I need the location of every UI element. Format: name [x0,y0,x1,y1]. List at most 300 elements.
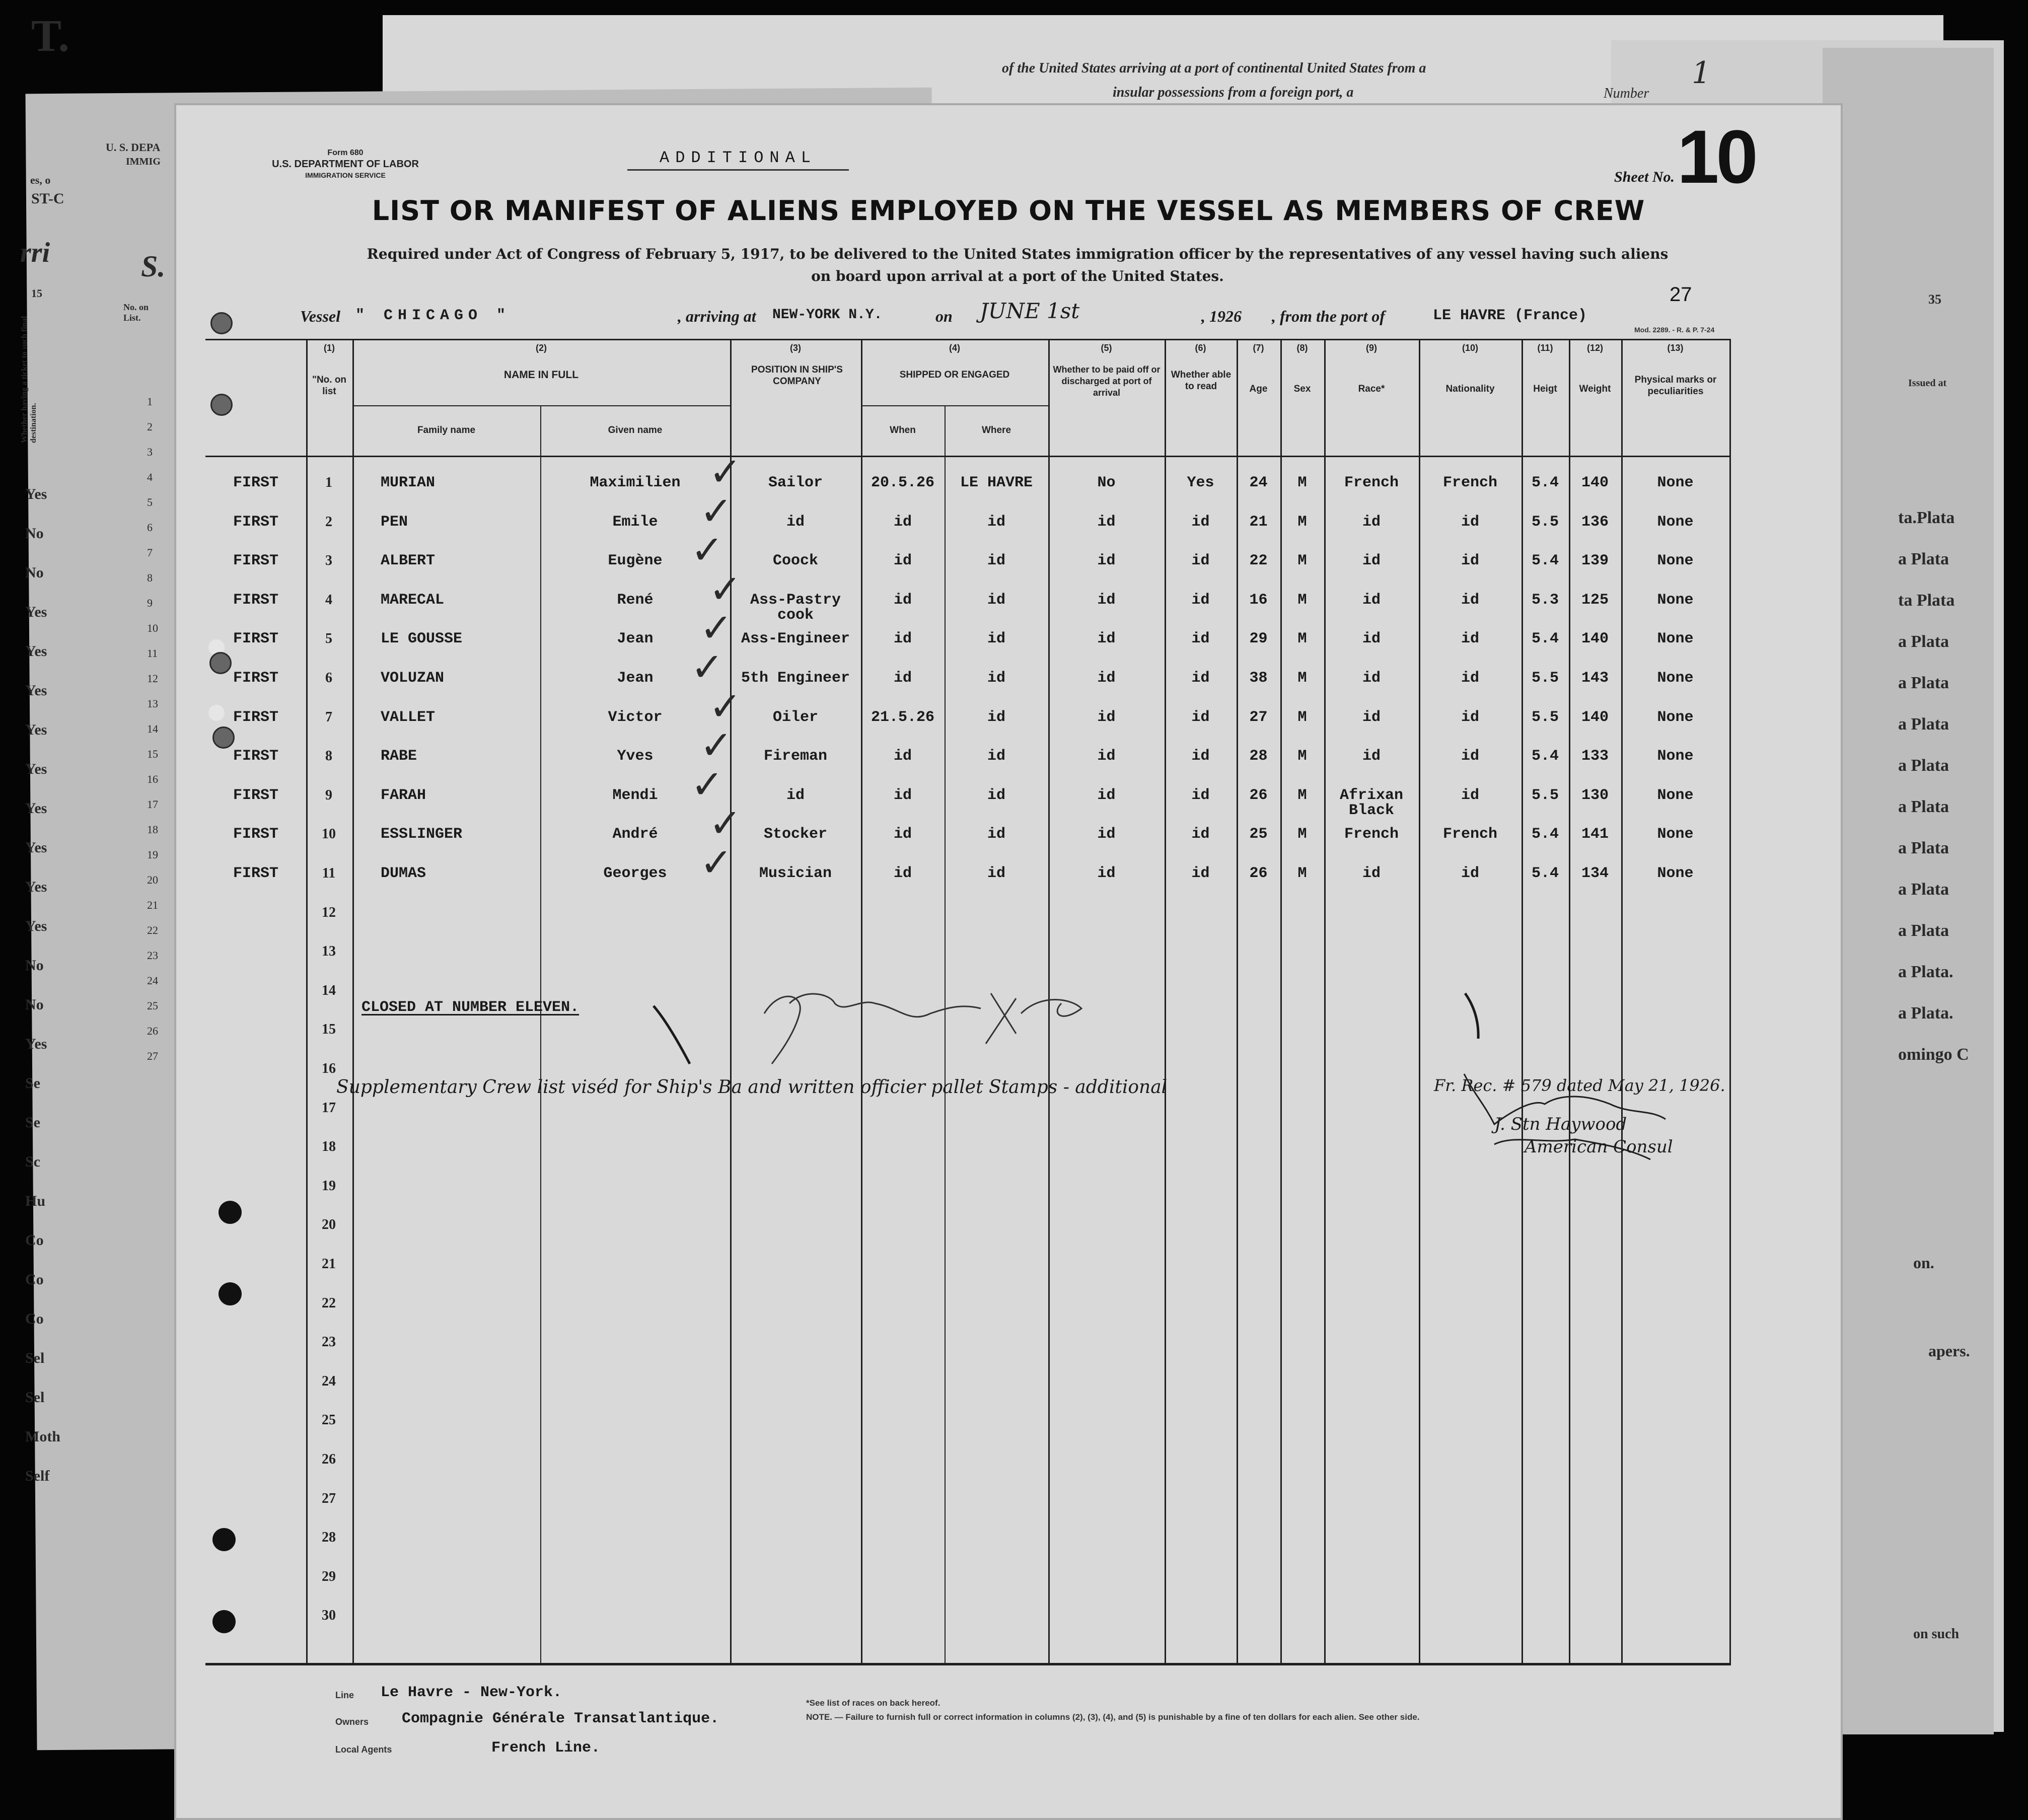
legal-requirement-line-2: on board upon arrival at a port of the United States. [811,268,1224,284]
page-title: LIST OR MANIFEST OF ALIENS EMPLOYED ON THE VESSEL AS MEMBERS OF CREW [372,195,1645,227]
row-weight: 133 [1581,748,1609,765]
row-family-name: ESSLINGER [381,826,463,843]
right-sheet-fragment: apers. [1928,1342,1970,1360]
row-race: French [1344,826,1399,843]
row-age: 24 [1249,474,1268,491]
row-number: 21 [322,1256,336,1272]
col-num-2: (2) [536,343,547,353]
row-number: 17 [322,1100,336,1116]
row-number: 20 [322,1217,336,1233]
row-shipped-when: id [893,670,912,687]
row-height: 5.4 [1531,826,1559,843]
row-shipped-when: id [893,786,912,804]
row-weight: 130 [1581,786,1609,804]
row-shipped-where: id [987,591,1005,609]
left-sheet-edge-word: Yes [25,800,47,817]
left-sheet-edge-word: No [25,996,44,1013]
row-nationality: id [1461,630,1479,648]
row-paid-off: id [1097,748,1116,765]
left-sheet-edge-word: Yes [25,918,47,934]
row-age: 38 [1249,670,1268,687]
form-header-block [270,148,421,181]
left-sheet-row-number: 19 [147,848,158,861]
left-sheet-edge-word: No [25,564,44,581]
sheet-number: 10 [1677,114,1755,199]
header-physical-marks: Physical marks or peculiarities [1634,375,1717,397]
row-age: 26 [1249,786,1268,804]
row-paid-off: id [1097,865,1116,882]
row-physical-marks: None [1657,591,1694,609]
row-nationality: id [1461,748,1479,765]
row-race: id [1362,591,1381,609]
left-sheet-row-number: 11 [147,647,158,660]
row-physical-marks: None [1657,552,1694,570]
row-race: id [1362,708,1381,726]
row-age: 25 [1249,826,1268,843]
row-shipped-where: id [987,826,1005,843]
row-height: 5.5 [1531,708,1559,726]
row-position: Stocker [763,826,828,843]
row-shipped-when: id [893,513,912,531]
row-physical-marks: None [1657,748,1694,765]
row-given-name: Victor [608,708,663,726]
row-number: 28 [322,1530,336,1546]
row-paid-off: id [1097,708,1116,726]
row-position: Sailor [768,474,823,491]
row-weight: 140 [1581,630,1609,648]
row-shipped-where: LE HAVRE [960,474,1033,491]
row-able-to-read: id [1191,552,1210,570]
row-able-to-read: id [1191,591,1210,609]
row-sex: M [1297,708,1307,726]
row-sex: M [1297,748,1307,765]
row-shipped-where: id [987,748,1005,765]
row-position: Ass-Pastry [750,591,841,609]
row-sex: M [1297,670,1307,687]
row-paid-off: id [1097,786,1116,804]
additional-stamp: ADDITIONAL [627,149,849,171]
left-sheet-fragment: ST-C [31,190,64,207]
right-sheet-fragment: a Plata [1898,880,1949,899]
arriving-label: , arriving at [678,307,756,325]
department-name: U.S. DEPARTMENT OF LABOR [272,159,419,170]
col-num-5: (5) [1101,343,1112,353]
right-sheet-fragment: a Plata [1898,550,1949,568]
row-nationality: id [1461,670,1479,687]
left-sheet-row-number: 23 [147,949,158,962]
row-number: 14 [322,982,336,998]
row-race-continued: Black [1348,802,1394,819]
row-number: 15 [322,1022,336,1038]
row-weight: 143 [1581,670,1609,687]
header-position: POSITION IN SHIP'S COMPANY [751,365,843,387]
row-number: 4 [325,592,332,608]
owners-value: Compagnie Générale Transatlantique. [402,1710,719,1727]
row-height: 5.4 [1531,474,1559,491]
header-no-on-list: "No. on list [312,375,347,397]
row-able-to-read: id [1191,786,1210,804]
row-position: Fireman [763,748,828,765]
row-height: 5.3 [1531,591,1559,609]
row-number: 16 [322,1061,336,1076]
punch-hole [208,705,225,721]
row-shipped-where: id [987,865,1005,882]
left-sheet-edge-word: Co [25,1232,44,1249]
row-race: Afrixan [1339,786,1404,804]
row-paid-off: id [1097,513,1116,531]
row-family-name: PEN [381,513,408,531]
row-able-to-read: id [1191,748,1210,765]
consul-title: American Consul [1525,1137,1673,1157]
header-paid-off: Whether to be paid off or discharged at port of arrival [1053,365,1161,398]
row-race: French [1344,474,1399,491]
row-position-continued: cook [777,606,814,624]
punch-hole [212,1528,236,1551]
row-family-name: LE GOUSSE [381,630,463,648]
sheet-no-label: Sheet No. [1614,169,1675,185]
row-physical-marks: None [1657,630,1694,648]
row-number: 12 [322,904,336,920]
row-physical-marks: None [1657,708,1694,726]
from-label: , from the port of [1272,307,1385,325]
line-label: Line [335,1690,354,1700]
row-physical-marks: None [1657,474,1694,491]
vessel-label: Vessel [300,307,340,325]
supplementary-note: Supplementary Crew list viséd for Ship's Ba and written officier pallet Stamps - additional [336,1077,1168,1098]
row-race: id [1362,513,1381,531]
check-mark: ✓ [709,450,742,495]
row-able-to-read: id [1191,826,1210,843]
row-weight: 134 [1581,865,1609,882]
row-shipped-when: id [893,748,912,765]
left-sheet-row-number: 26 [147,1025,158,1037]
row-age: 21 [1249,513,1268,531]
service-name: IMMIGRATION SERVICE [305,171,386,179]
left-sheet-edge-word: Sel [25,1389,45,1406]
left-sheet-column-header: Whether having a ticket to such final destination. [20,316,38,443]
row-nationality: id [1461,552,1479,570]
row-crew-class: FIRST [233,708,278,726]
check-mark: ✓ [709,566,742,612]
row-race: id [1362,748,1381,765]
row-shipped-where: id [987,670,1005,687]
legal-requirement [300,243,1735,287]
row-given-name: Yves [617,748,654,765]
row-number: 6 [325,670,332,686]
row-physical-marks: None [1657,786,1694,804]
row-shipped-when: id [893,552,912,570]
row-weight: 139 [1581,552,1609,570]
left-sheet-row-number: 7 [147,546,153,559]
punch-hole [219,1282,242,1305]
row-nationality: id [1461,865,1479,882]
row-height: 5.4 [1531,630,1559,648]
header-shipped: SHIPPED OR ENGAGED [899,370,1010,380]
left-sheet-edge-word: No [25,525,44,542]
row-number: 7 [325,709,332,725]
row-height: 5.5 [1531,513,1559,531]
row-able-to-read: id [1191,513,1210,531]
left-sheet-row-number: 18 [147,823,158,836]
arriving-port: NEW-YORK N.Y. [772,307,883,323]
legal-requirement-line-1: Required under Act of Congress of February 5, 1917, to be delivered to the United States immigration officer by the representatives of any vessel having such aliens [367,246,1669,262]
row-able-to-read: id [1191,670,1210,687]
row-sex: M [1297,552,1307,570]
check-mark: ✓ [700,488,733,534]
arrival-date: JUNE 1st [980,299,1080,323]
row-race: id [1362,865,1381,882]
row-shipped-where: id [987,552,1005,570]
row-number: 9 [325,787,332,803]
header-when: When [890,425,916,435]
left-sheet-edge-word: Sc [25,1153,40,1170]
left-sheet-row-number: 16 [147,773,158,785]
row-number: 23 [322,1334,336,1350]
right-sheet-fragment: a Plata [1898,715,1949,734]
row-crew-class: FIRST [233,474,278,491]
row-family-name: FARAH [381,786,426,804]
left-sheet-fragment: rri [20,237,50,268]
penalty-note: NOTE. — Failure to furnish full or correct information in columns (2), (3), (4), and (5) is punishable by a fine of ten dollars for each alien. See other side. [806,1712,1420,1722]
right-sheet-fragment: a Plata. [1898,963,1953,981]
line-value: Le Havre - New-York. [381,1684,562,1701]
row-age: 28 [1249,748,1268,765]
row-paid-off: No [1097,474,1116,491]
row-age: 22 [1249,552,1268,570]
header-able-to-read: Whether able to read [1171,370,1232,392]
row-number: 11 [322,865,336,881]
row-age: 16 [1249,591,1268,609]
col-num-11: (11) [1537,343,1553,353]
punch-hole [212,1610,236,1633]
row-paid-off: id [1097,630,1116,648]
left-sheet-fragment: S. [141,250,166,283]
crew-table [205,339,1731,1678]
right-sheet-fragment: a Plata [1898,756,1949,775]
col-num-10: (10) [1462,343,1478,353]
row-crew-class: FIRST [233,786,278,804]
left-sheet-edge-word: Yes [25,682,47,699]
left-sheet-fragment: es, o [30,174,51,186]
row-nationality: French [1442,474,1498,491]
row-number: 3 [325,553,332,569]
row-given-name: André [612,826,658,843]
officer-initials-scribble [764,993,1081,1064]
left-sheet-row-number: 12 [147,672,158,685]
left-sheet-fragment: T. [31,11,69,61]
left-sheet-row-number: 13 [147,697,158,710]
row-shipped-where: id [987,513,1005,531]
check-mark: ✓ [691,762,724,808]
row-able-to-read: id [1191,865,1210,882]
row-paid-off: id [1097,552,1116,570]
right-sheet-fragment: 35 [1928,292,1941,307]
row-number: 18 [322,1139,336,1155]
row-shipped-when: id [893,591,912,609]
right-sheet-fragment: ta Plata [1898,591,1955,610]
row-able-to-read: id [1191,630,1210,648]
left-sheet-edge-word: Self [25,1468,50,1484]
punch-hole [209,652,232,674]
left-sheet-edge-word: Yes [25,486,47,502]
row-family-name: RABE [381,748,417,765]
left-sheet-row-number: 20 [147,873,158,886]
row-position: Ass-Engineer [741,630,850,648]
left-sheet-row-number: 24 [147,974,158,987]
row-race: id [1362,670,1381,687]
row-shipped-where: id [987,630,1005,648]
right-sheet-fragment: a Plata [1898,797,1949,816]
row-shipped-where: id [987,786,1005,804]
row-crew-class: FIRST [233,552,278,570]
left-sheet-row-number: 4 [147,471,153,483]
row-number: 26 [322,1451,336,1467]
row-given-name: Mendi [612,786,658,804]
left-sheet-edge-word: Yes [25,1036,47,1052]
row-number: 30 [322,1608,336,1624]
row-weight: 125 [1581,591,1609,609]
left-sheet-row-number: 2 [147,420,153,433]
check-mark: ✓ [700,840,733,886]
row-family-name: VOLUZAN [381,670,445,687]
row-number: 1 [325,475,332,490]
right-sheet-fragment: on such [1913,1626,1960,1642]
left-sheet-row-number: 1 [147,395,153,408]
row-sex: M [1297,591,1307,609]
punch-hole [212,726,235,749]
row-number: 8 [325,748,332,764]
header-family-name: Family name [417,425,476,435]
right-sheet-fragment: a Plata [1898,839,1949,857]
row-nationality: id [1461,591,1479,609]
right-sheet-fragment: a Plata [1898,674,1949,692]
row-sex: M [1297,786,1307,804]
left-sheet-row-number: 22 [147,924,158,936]
left-sheet-edge-word: Se [25,1114,40,1131]
row-number: 19 [322,1178,336,1194]
row-shipped-when: 20.5.26 [871,474,935,491]
mod-note: Mod. 2289. - R. & P. 7-24 [1634,326,1715,334]
right-sheet-fragment: omingo C [1898,1045,1969,1064]
row-paid-off: id [1097,591,1116,609]
left-sheet-edge-word: Yes [25,839,47,856]
row-number: 27 [322,1490,336,1506]
header-name-in-full: NAME IN FULL [503,369,579,381]
row-weight: 140 [1581,474,1609,491]
col-num-4: (4) [949,343,960,353]
handwriting-marks [205,339,1731,1663]
row-number: 22 [322,1295,336,1311]
row-shipped-where: id [987,708,1005,726]
row-given-name: Jean [617,630,654,648]
table-bottom-rule [205,1663,1731,1665]
back-sheet-line-1: of the United States arriving at a port of continental United States from a [1002,60,1426,76]
row-position: id [786,786,805,804]
right-sheet-fragment: Issued at [1908,378,1947,389]
punch-hole [210,394,233,416]
row-paid-off: id [1097,670,1116,687]
header-where: Where [981,425,1011,435]
left-sheet-edge-word: Sel [25,1350,45,1366]
row-given-name: Maximilien [590,474,681,491]
row-able-to-read: Yes [1187,474,1214,491]
check-mark: ✓ [691,528,724,573]
row-family-name: VALLET [381,708,436,726]
agents-label: Local Agents [335,1744,392,1755]
col-num-7: (7) [1253,343,1264,353]
row-number: 5 [325,631,332,647]
from-port: LE HAVRE (France) [1433,307,1587,324]
row-given-name: Eugène [608,552,663,570]
col-num-1: (1) [324,343,335,353]
left-sheet-row-number: 3 [147,446,153,458]
left-sheet-edge-word: Yes [25,604,47,620]
col-num-13: (13) [1667,343,1684,353]
row-sex: M [1297,630,1307,648]
left-sheet-row-number: 17 [147,798,158,811]
row-given-name: René [617,591,654,609]
left-sheet-edge-word: Se [25,1075,40,1091]
left-sheet-edge-word: Yes [25,643,47,660]
check-mark: ✓ [700,606,733,651]
row-shipped-when: id [893,630,912,648]
row-crew-class: FIRST [233,670,278,687]
left-sheet-row-number: 5 [147,496,153,508]
row-weight: 136 [1581,513,1609,531]
right-sheet-fragment: a Plata [1898,632,1949,651]
check-mark: ✓ [700,723,733,769]
row-family-name: ALBERT [381,552,436,570]
check-mark: ✓ [691,645,724,690]
left-sheet-edge-word: Yes [25,761,47,777]
row-physical-marks: None [1657,865,1694,882]
col-num-3: (3) [790,343,801,353]
row-shipped-when: 21.5.26 [871,708,935,726]
row-number: 10 [322,826,336,842]
row-family-name: MURIAN [381,474,436,491]
closing-stroke-1 [654,1006,690,1064]
left-sheet-row-number: 25 [147,999,158,1012]
col-num-6: (6) [1195,343,1206,353]
agents-value: French Line. [491,1739,601,1757]
header-sex: Sex [1293,384,1311,394]
row-given-name: Jean [617,670,654,687]
row-crew-class: FIRST [233,865,278,882]
row-family-name: DUMAS [381,865,426,882]
owners-label: Owners [335,1717,369,1727]
on-label: on [935,307,953,325]
row-number: 29 [322,1568,336,1584]
row-physical-marks: None [1657,826,1694,843]
back-sheet-line-2: insular possessions from a foreign port, a [1113,85,1354,100]
row-sex: M [1297,826,1307,843]
row-crew-class: FIRST [233,591,278,609]
row-position: 5th Engineer [741,670,850,687]
row-sex: M [1297,474,1307,491]
row-able-to-read: id [1191,708,1210,726]
check-mark: ✓ [709,684,742,730]
left-sheet-row-number: 8 [147,571,153,584]
row-given-name: Emile [612,513,658,531]
row-age: 27 [1249,708,1268,726]
consul-signature: J. Stn Haywood [1494,1114,1627,1134]
row-race: id [1362,552,1381,570]
left-sheet-row-number: 27 [147,1050,158,1062]
punch-hole [210,312,233,334]
row-height: 5.4 [1531,552,1559,570]
col-num-9: (9) [1366,343,1377,353]
check-mark: ✓ [709,801,742,847]
